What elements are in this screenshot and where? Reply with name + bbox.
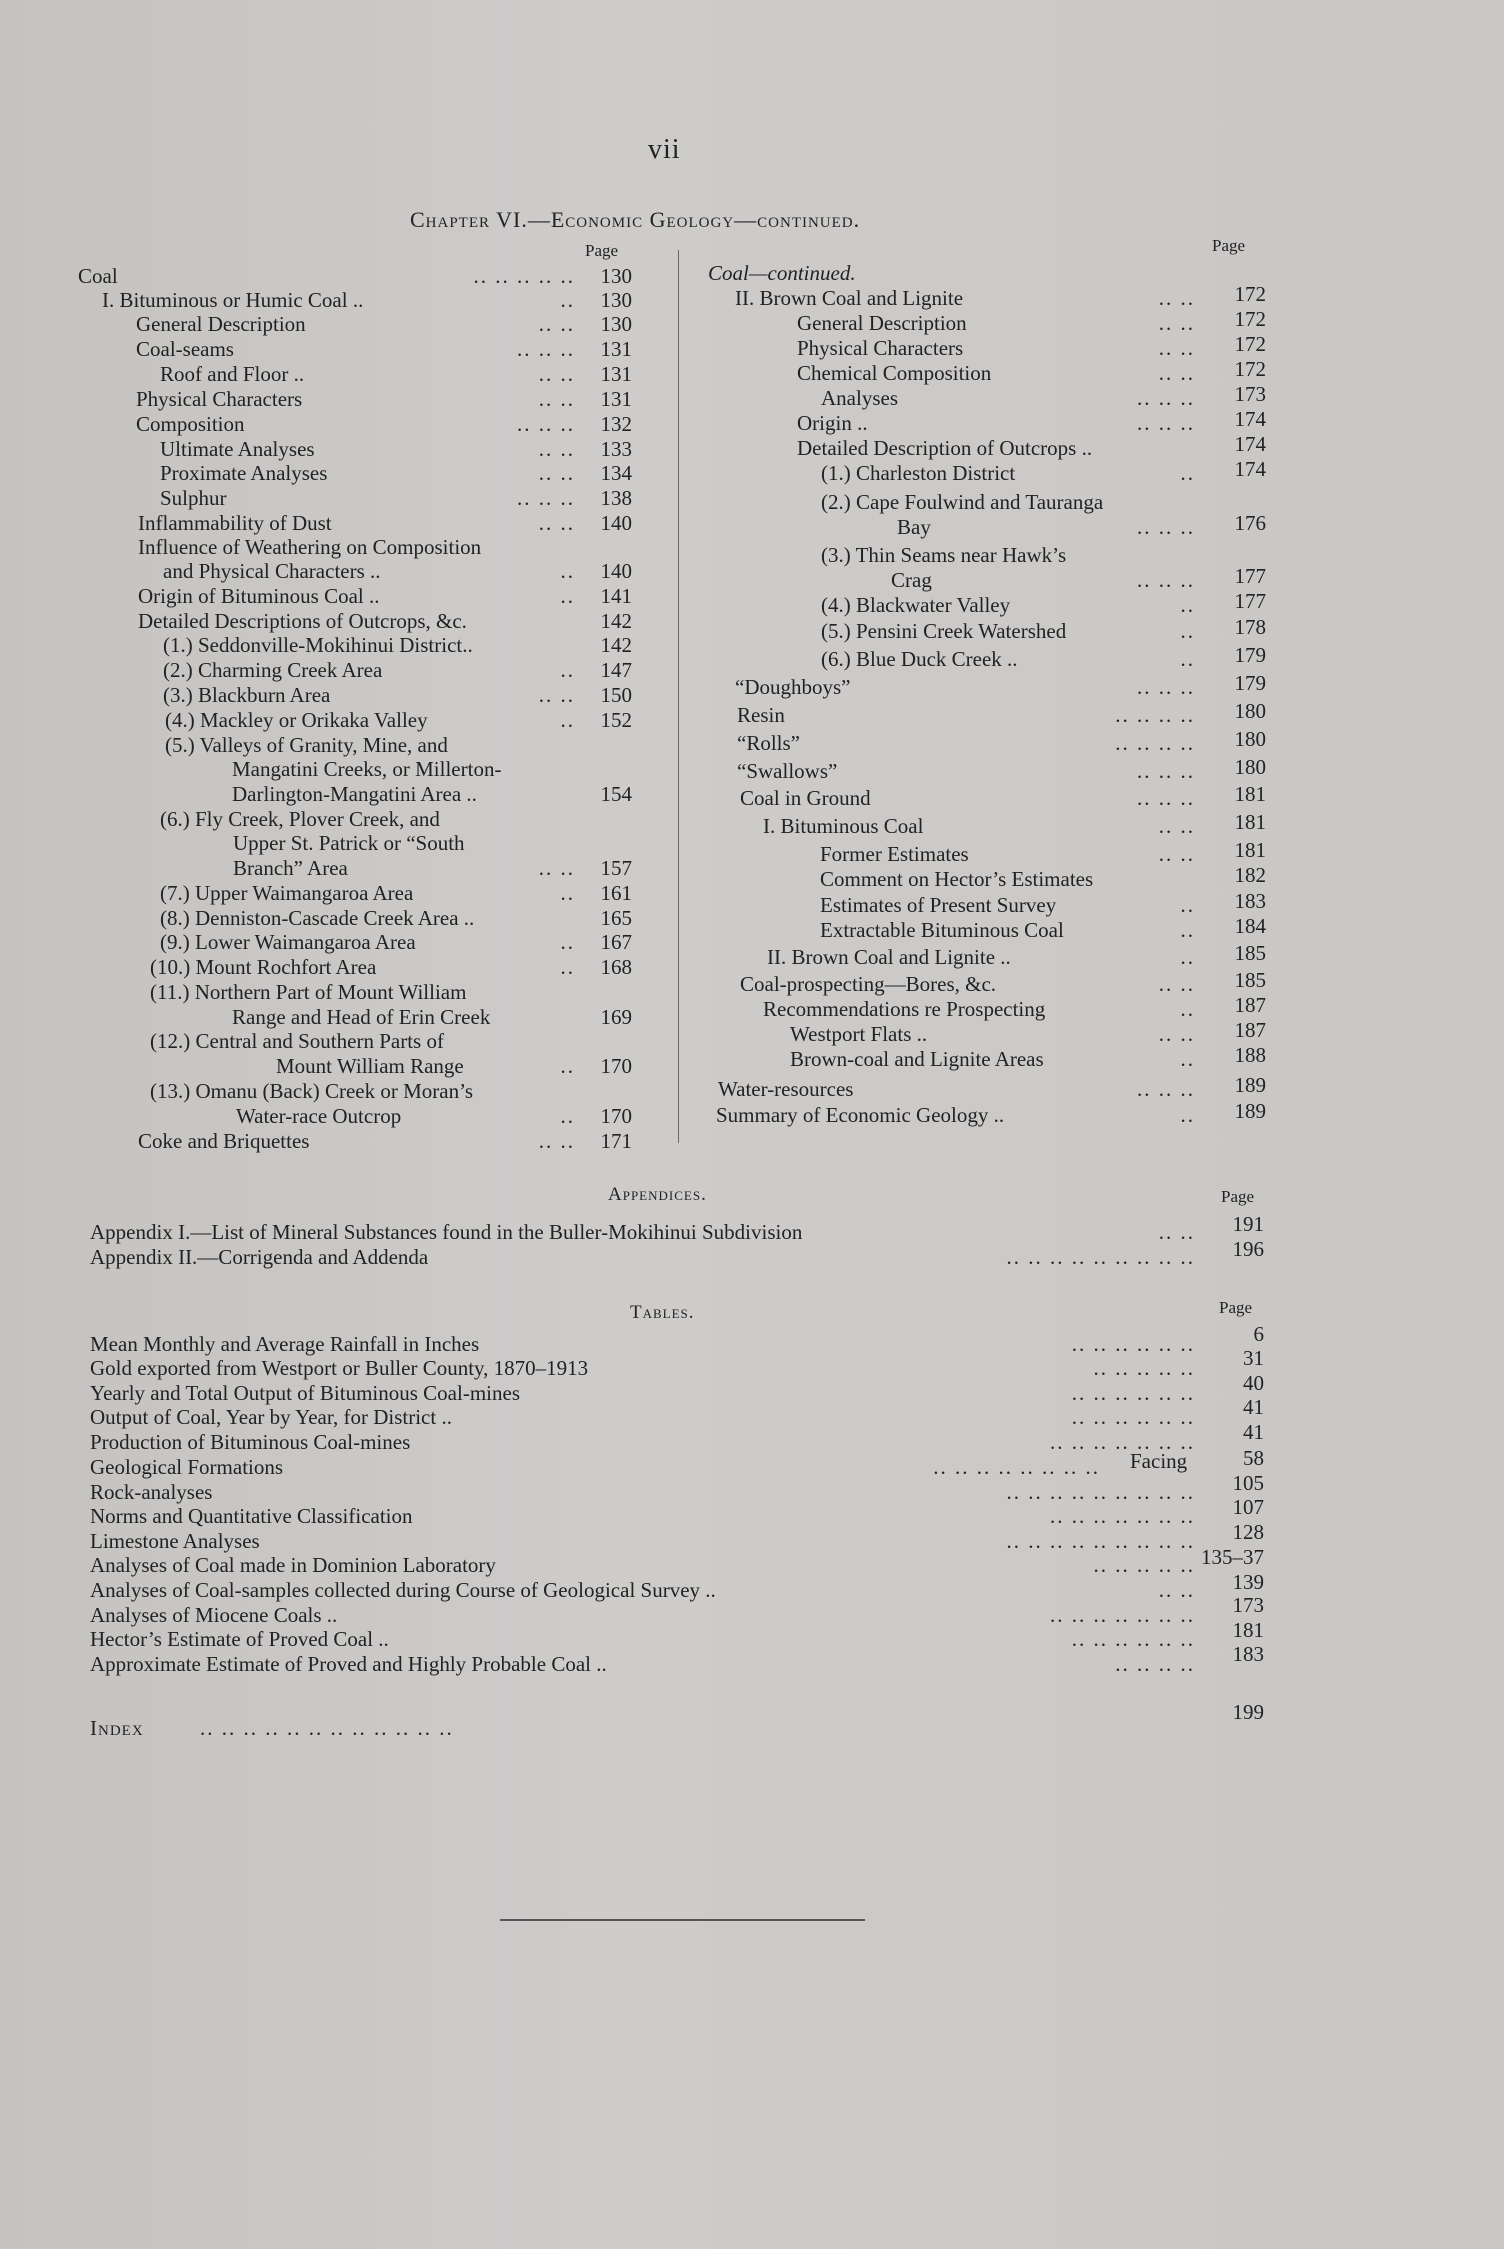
toc-entry-dots: .. .. <box>1158 311 1195 335</box>
toc-entry-page: 131 <box>600 337 632 361</box>
toc-entry-page: 138 <box>600 486 632 510</box>
toc-entry-title: (5.) Pensini Creek Watershed <box>821 619 1067 643</box>
toc-entry-dots: .. <box>560 559 575 583</box>
appendix-title: Appendix I.—List of Mineral Substances found in the Buller-Mokihinui Subdivision <box>90 1220 803 1244</box>
toc-entry-page: 172 <box>1234 307 1266 331</box>
toc-entry-title: Detailed Descriptions of Outcrops, &c. <box>138 609 467 633</box>
toc-entry-dots: .. <box>1180 893 1195 917</box>
toc-entry-title: Detailed Description of Outcrops .. <box>797 436 1093 460</box>
toc-entry-dots: .. .. .. .. <box>1115 731 1195 755</box>
toc-entry-title: (4.) Blackwater Valley <box>821 593 1011 617</box>
toc-entry-page: 157 <box>600 856 632 880</box>
table-list-title: Approximate Estimate of Proved and Highly Probable Coal .. <box>90 1652 607 1676</box>
toc-entry-title: (1.) Charleston District <box>821 461 1016 485</box>
table-list-page: 40 <box>1243 1371 1264 1395</box>
toc-entry-title: (6.) Blue Duck Creek .. <box>821 647 1018 671</box>
toc-entry-title: (13.) Omanu (Back) Creek or Moran’s <box>150 1079 474 1103</box>
toc-entry-page: 172 <box>1234 332 1266 356</box>
toc-entry-title: Coal <box>78 264 118 288</box>
table-list-title: Yearly and Total Output of Bituminous Coal-mines <box>90 1381 520 1405</box>
toc-entry-title: (3.) Blackburn Area <box>163 683 331 707</box>
toc-entry-page: 140 <box>600 559 632 583</box>
table-list-dots: .. .. .. .. .. .. <box>1071 1405 1195 1429</box>
toc-entry-page: 181 <box>1234 810 1266 834</box>
toc-entry-page: 185 <box>1234 968 1266 992</box>
toc-entry-page: 170 <box>600 1054 632 1078</box>
toc-entry-title: General Description <box>136 312 306 336</box>
toc-entry-title: Resin <box>737 703 785 727</box>
table-list-dots: .. .. <box>1158 1578 1195 1602</box>
table-list-title: Analyses of Miocene Coals .. <box>90 1603 338 1627</box>
toc-entry-title: Composition <box>136 412 245 436</box>
toc-entry-title: (12.) Central and Southern Parts of <box>150 1029 444 1053</box>
toc-entry-title: Physical Characters <box>136 387 303 411</box>
table-list-dots: .. .. .. .. .. .. <box>1071 1381 1195 1405</box>
toc-entry-page: 154 <box>600 782 632 806</box>
toc-entry-page: 140 <box>600 511 632 535</box>
table-list-page: 139 <box>1232 1570 1264 1594</box>
toc-entry-dots: .. .. <box>1158 814 1195 838</box>
toc-entry-dots: .. .. <box>538 511 575 535</box>
table-list-dots: .. .. .. .. .. .. .. <box>1050 1603 1195 1627</box>
left-page-label: Page <box>585 241 619 260</box>
right-page-label: Page <box>1212 236 1246 255</box>
toc-entry-page: 172 <box>1234 282 1266 306</box>
toc-entry-title: (1.) Seddonville-Mokihinui District.. <box>163 633 473 657</box>
toc-entry-title: Darlington-Mangatini Area .. <box>232 782 477 806</box>
toc-entry-dots: .. .. .. <box>517 486 575 510</box>
index-page: 199 <box>1232 1700 1264 1724</box>
table-list-dots: .. .. .. .. .. .. <box>1071 1627 1195 1651</box>
toc-entry-title: Sulphur <box>160 486 227 510</box>
column-divider <box>678 250 679 1143</box>
toc-entry-title: (9.) Lower Waimangaroa Area <box>160 930 416 954</box>
toc-entry-page: 189 <box>1234 1073 1266 1097</box>
toc-entry-title: Branch” Area <box>233 856 348 880</box>
table-list-dots: .. .. .. .. .. .. .. .. .. <box>1006 1529 1195 1553</box>
toc-entry-page: 178 <box>1234 615 1266 639</box>
toc-entry-dots: .. <box>560 1104 575 1128</box>
toc-entry-title: General Description <box>797 311 967 335</box>
toc-entry-title: Water-race Outcrop <box>236 1104 402 1128</box>
toc-entry-page: 130 <box>600 312 632 336</box>
toc-entry-page: 171 <box>600 1129 632 1153</box>
toc-entry-title: Physical Characters <box>797 336 964 360</box>
toc-entry-title: Brown-coal and Lignite Areas <box>790 1047 1044 1071</box>
toc-entry-dots: .. .. .. <box>1137 515 1195 539</box>
toc-entry-page: 187 <box>1234 1018 1266 1042</box>
toc-entry-dots: .. <box>560 955 575 979</box>
toc-entry-title: (5.) Valleys of Granity, Mine, and <box>165 733 448 757</box>
toc-entry-title: II. Brown Coal and Lignite .. <box>767 945 1011 969</box>
toc-entry-page: 176 <box>1234 511 1266 535</box>
toc-entry-page: 180 <box>1234 699 1266 723</box>
table-list-dots: .. .. .. .. .. .. .. <box>1050 1430 1195 1454</box>
toc-entry-dots: .. .. <box>1158 1022 1195 1046</box>
toc-entry-title: Coal—continued. <box>708 261 856 285</box>
toc-entry-dots: .. <box>1180 945 1195 969</box>
toc-entry-dots: .. <box>1180 918 1195 942</box>
toc-entry-title: Extractable Bituminous Coal <box>820 918 1064 942</box>
toc-entry-page: 179 <box>1234 643 1266 667</box>
toc-entry-title: Roof and Floor .. <box>160 362 305 386</box>
toc-entry-dots: .. .. .. <box>1137 386 1195 410</box>
toc-entry-page: 130 <box>600 264 632 288</box>
toc-entry-page: 161 <box>600 881 632 905</box>
toc-entry-title: I. Bituminous Coal <box>763 814 924 838</box>
toc-entry-page: 174 <box>1234 432 1266 456</box>
toc-entry-page: 182 <box>1234 863 1266 887</box>
toc-entry-page: 147 <box>600 658 632 682</box>
toc-entry-title: Origin of Bituminous Coal .. <box>138 584 380 608</box>
toc-entry-title: (11.) Northern Part of Mount William <box>150 980 467 1004</box>
toc-entry-title: (8.) Denniston-Cascade Creek Area .. <box>160 906 475 930</box>
toc-entry-title: Recommendations re Prospecting <box>763 997 1046 1021</box>
toc-entry-page: 142 <box>600 609 632 633</box>
toc-entry-dots: .. <box>1180 1103 1195 1127</box>
toc-entry-title: Former Estimates <box>820 842 969 866</box>
toc-entry-page: 170 <box>600 1104 632 1128</box>
toc-entry-dots: .. .. .. <box>1137 786 1195 810</box>
toc-entry-title: Westport Flats .. <box>790 1022 928 1046</box>
toc-entry-page: 133 <box>600 437 632 461</box>
toc-entry-title: Crag <box>891 568 932 592</box>
toc-entry-page: 150 <box>600 683 632 707</box>
table-list-page: 41 <box>1243 1420 1264 1444</box>
table-list-dots: .. .. .. .. .. .. .. <box>1050 1504 1195 1528</box>
table-list-title: Analyses of Coal-samples collected during Course of Geological Survey .. <box>90 1578 716 1602</box>
tables-heading: Tables. <box>630 1302 695 1323</box>
table-list-title: Production of Bituminous Coal-mines <box>90 1430 411 1454</box>
toc-entry-dots: .. .. <box>538 362 575 386</box>
toc-entry-dots: .. .. <box>1158 286 1195 310</box>
appendices-heading: Appendices. <box>608 1184 707 1205</box>
toc-entry-dots: .. <box>560 708 575 732</box>
toc-entry-dots: .. .. <box>538 1129 575 1153</box>
toc-entry-dots: .. .. .. <box>1137 411 1195 435</box>
table-list-dots: .. .. .. .. .. .. .. .. <box>933 1455 1100 1479</box>
toc-entry-title: Upper St. Patrick or “South <box>233 831 465 855</box>
tables-page-label: Page <box>1219 1298 1253 1317</box>
toc-entry-title: Mount William Range <box>276 1054 464 1078</box>
toc-entry-dots: .. .. <box>538 683 575 707</box>
table-list-page: 58 <box>1243 1446 1264 1470</box>
appendices-page-label: Page <box>1221 1187 1255 1206</box>
table-list-title: Hector’s Estimate of Proved Coal .. <box>90 1627 389 1651</box>
toc-entry-dots: .. <box>1180 461 1195 485</box>
table-list-title: Mean Monthly and Average Rainfall in Inches <box>90 1332 480 1356</box>
toc-entry-dots: .. <box>1180 619 1195 643</box>
toc-entry-dots: .. .. <box>538 437 575 461</box>
toc-entry-dots: .. <box>560 288 575 312</box>
toc-entry-title: I. Bituminous or Humic Coal .. <box>102 288 364 312</box>
toc-entry-dots: .. <box>560 930 575 954</box>
table-list-dots: .. .. .. .. .. <box>1093 1356 1195 1380</box>
toc-entry-title: Influence of Weathering on Composition <box>138 535 482 559</box>
table-list-page: 41 <box>1243 1395 1264 1419</box>
toc-entry-page: 134 <box>600 461 632 485</box>
toc-entry-page: 165 <box>600 906 632 930</box>
appendix-dots: .. .. <box>1158 1220 1195 1244</box>
table-list-title: Analyses of Coal made in Dominion Laboratory <box>90 1553 496 1577</box>
toc-entry-title: Origin .. <box>797 411 868 435</box>
toc-entry-page: 167 <box>600 930 632 954</box>
toc-entry-page: 152 <box>600 708 632 732</box>
table-list-page: 107 <box>1232 1495 1264 1519</box>
toc-entry-dots: .. .. .. <box>1137 568 1195 592</box>
rule-divider <box>500 1919 865 1921</box>
toc-entry-page: 169 <box>600 1005 632 1029</box>
toc-entry-title: “Swallows” <box>737 759 838 783</box>
table-list-dots: .. .. .. .. .. .. .. .. .. <box>1006 1480 1195 1504</box>
toc-entry-page: 173 <box>1234 382 1266 406</box>
toc-entry-dots: .. .. .. <box>1137 675 1195 699</box>
toc-entry-dots: .. <box>560 1054 575 1078</box>
toc-entry-title: Coal-prospecting—Bores, &c. <box>740 972 997 996</box>
table-list-dots: .. .. .. .. <box>1115 1652 1195 1676</box>
toc-entry-page: 181 <box>1234 782 1266 806</box>
table-list-dots: .. .. .. .. .. .. <box>1071 1332 1195 1356</box>
toc-entry-title: “Doughboys” <box>735 675 851 699</box>
toc-entry-title: Summary of Economic Geology .. <box>716 1103 1005 1127</box>
appendix-dots: .. .. .. .. .. .. .. .. .. <box>1006 1245 1195 1269</box>
toc-entry-title: Comment on Hector’s Estimates <box>820 867 1094 891</box>
toc-entry-page: 142 <box>600 633 632 657</box>
toc-entry-title: Analyses <box>821 386 898 410</box>
toc-entry-dots: .. .. <box>1158 972 1195 996</box>
toc-entry-page: 168 <box>600 955 632 979</box>
toc-entry-page: 179 <box>1234 671 1266 695</box>
toc-entry-title: Inflammability of Dust <box>138 511 332 535</box>
appendix-page: 191 <box>1232 1212 1264 1236</box>
appendix-title: Appendix II.—Corrigenda and Addenda <box>90 1245 429 1269</box>
index-dots: .. .. .. .. .. .. .. .. .. .. .. .. <box>200 1716 454 1740</box>
toc-entry-dots: .. <box>1180 1047 1195 1071</box>
toc-entry-title: (2.) Charming Creek Area <box>163 658 383 682</box>
toc-entry-page: 185 <box>1234 941 1266 965</box>
toc-entry-page: 174 <box>1234 407 1266 431</box>
toc-entry-page: 131 <box>600 387 632 411</box>
toc-entry-dots: .. <box>560 881 575 905</box>
toc-entry-title: (3.) Thin Seams near Hawk’s <box>821 543 1067 567</box>
table-list-page: 105 <box>1232 1471 1264 1495</box>
toc-entry-page: 131 <box>600 362 632 386</box>
chapter-heading: Chapter VI.—Economic Geology—continued. <box>410 207 861 232</box>
toc-entry-title: Ultimate Analyses <box>160 437 315 461</box>
table-list-page: 181 <box>1232 1618 1264 1642</box>
toc-entry-title: Range and Head of Erin Creek <box>232 1005 491 1029</box>
toc-entry-title: Mangatini Creeks, or Millerton- <box>232 757 502 781</box>
toc-entry-title: Water-resources <box>718 1077 854 1101</box>
toc-entry-page: 181 <box>1234 838 1266 862</box>
table-list-page: 128 <box>1232 1520 1264 1544</box>
table-list-title: Gold exported from Westport or Buller County, 1870–1913 <box>90 1356 589 1380</box>
table-list-page: 6 <box>1253 1322 1264 1346</box>
table-list-dots: .. .. .. .. .. <box>1093 1553 1195 1577</box>
toc-entry-dots: .. .. <box>538 461 575 485</box>
toc-entry-dots: .. .. .. <box>1137 1077 1195 1101</box>
toc-entry-page: 189 <box>1234 1099 1266 1123</box>
toc-entry-title: (10.) Mount Rochfort Area <box>150 955 377 979</box>
toc-entry-dots: .. .. <box>1158 842 1195 866</box>
toc-entry-title: (7.) Upper Waimangaroa Area <box>160 881 414 905</box>
toc-entry-title: Coal-seams <box>136 337 234 361</box>
page-number: vii <box>648 134 681 165</box>
toc-entry-dots: .. .. <box>538 856 575 880</box>
toc-entry-dots: .. .. <box>538 312 575 336</box>
table-list-title: Rock-analyses <box>90 1480 213 1504</box>
toc-entry-dots: .. <box>1180 593 1195 617</box>
toc-entry-title: Bay <box>897 515 931 539</box>
toc-entry-page: 183 <box>1234 889 1266 913</box>
toc-entry-page: 188 <box>1234 1043 1266 1067</box>
toc-entry-dots: .. .. .. .. .. <box>473 264 575 288</box>
table-list-title: Output of Coal, Year by Year, for District .. <box>90 1405 452 1429</box>
toc-entry-page: 174 <box>1234 457 1266 481</box>
toc-entry-page: 187 <box>1234 993 1266 1017</box>
toc-entry-page: 180 <box>1234 727 1266 751</box>
appendix-page: 196 <box>1232 1237 1264 1261</box>
toc-entry-title: Coal in Ground <box>740 786 871 810</box>
toc-entry-title: (4.) Mackley or Orikaka Valley <box>165 708 428 732</box>
toc-entry-page: 141 <box>600 584 632 608</box>
toc-entry-dots: .. .. .. .. <box>1115 703 1195 727</box>
toc-entry-title: (6.) Fly Creek, Plover Creek, and <box>160 807 440 831</box>
table-list-page: 135–37 <box>1201 1545 1264 1569</box>
toc-entry-title: Estimates of Present Survey <box>820 893 1057 917</box>
toc-entry-title: Proximate Analyses <box>160 461 328 485</box>
toc-entry-page: 172 <box>1234 357 1266 381</box>
table-list-title: Geological Formations <box>90 1455 284 1479</box>
toc-entry-title: (2.) Cape Foulwind and Tauranga <box>821 490 1104 514</box>
table-list-page: 173 <box>1232 1593 1264 1617</box>
toc-entry-title: Chemical Composition <box>797 361 992 385</box>
toc-entry-title: II. Brown Coal and Lignite <box>735 286 964 310</box>
toc-entry-page: 177 <box>1234 564 1266 588</box>
toc-entry-dots: .. .. <box>538 387 575 411</box>
toc-entry-page: 130 <box>600 288 632 312</box>
toc-entry-dots: .. .. <box>1158 361 1195 385</box>
toc-entry-title: and Physical Characters .. <box>163 559 381 583</box>
table-list-title: Norms and Quantitative Classification <box>90 1504 413 1528</box>
toc-entry-dots: .. .. .. <box>1137 759 1195 783</box>
toc-entry-dots: .. <box>1180 647 1195 671</box>
index-label: Index <box>90 1716 144 1740</box>
toc-entry-title: “Rolls” <box>737 731 800 755</box>
toc-entry-page: 177 <box>1234 589 1266 613</box>
toc-entry-page: 184 <box>1234 914 1266 938</box>
table-list-facing: Facing <box>1130 1449 1188 1473</box>
toc-entry-dots: .. .. <box>1158 336 1195 360</box>
toc-entry-dots: .. .. .. <box>517 337 575 361</box>
toc-entry-dots: .. .. .. <box>517 412 575 436</box>
toc-entry-dots: .. <box>1180 997 1195 1021</box>
toc-entry-page: 132 <box>600 412 632 436</box>
toc-entry-title: Coke and Briquettes <box>138 1129 310 1153</box>
table-list-page: 31 <box>1243 1346 1264 1370</box>
toc-entry-dots: .. <box>560 584 575 608</box>
toc-entry-dots: .. <box>560 658 575 682</box>
table-list-title: Limestone Analyses <box>90 1529 260 1553</box>
table-list-page: 183 <box>1232 1642 1264 1666</box>
toc-entry-page: 180 <box>1234 755 1266 779</box>
